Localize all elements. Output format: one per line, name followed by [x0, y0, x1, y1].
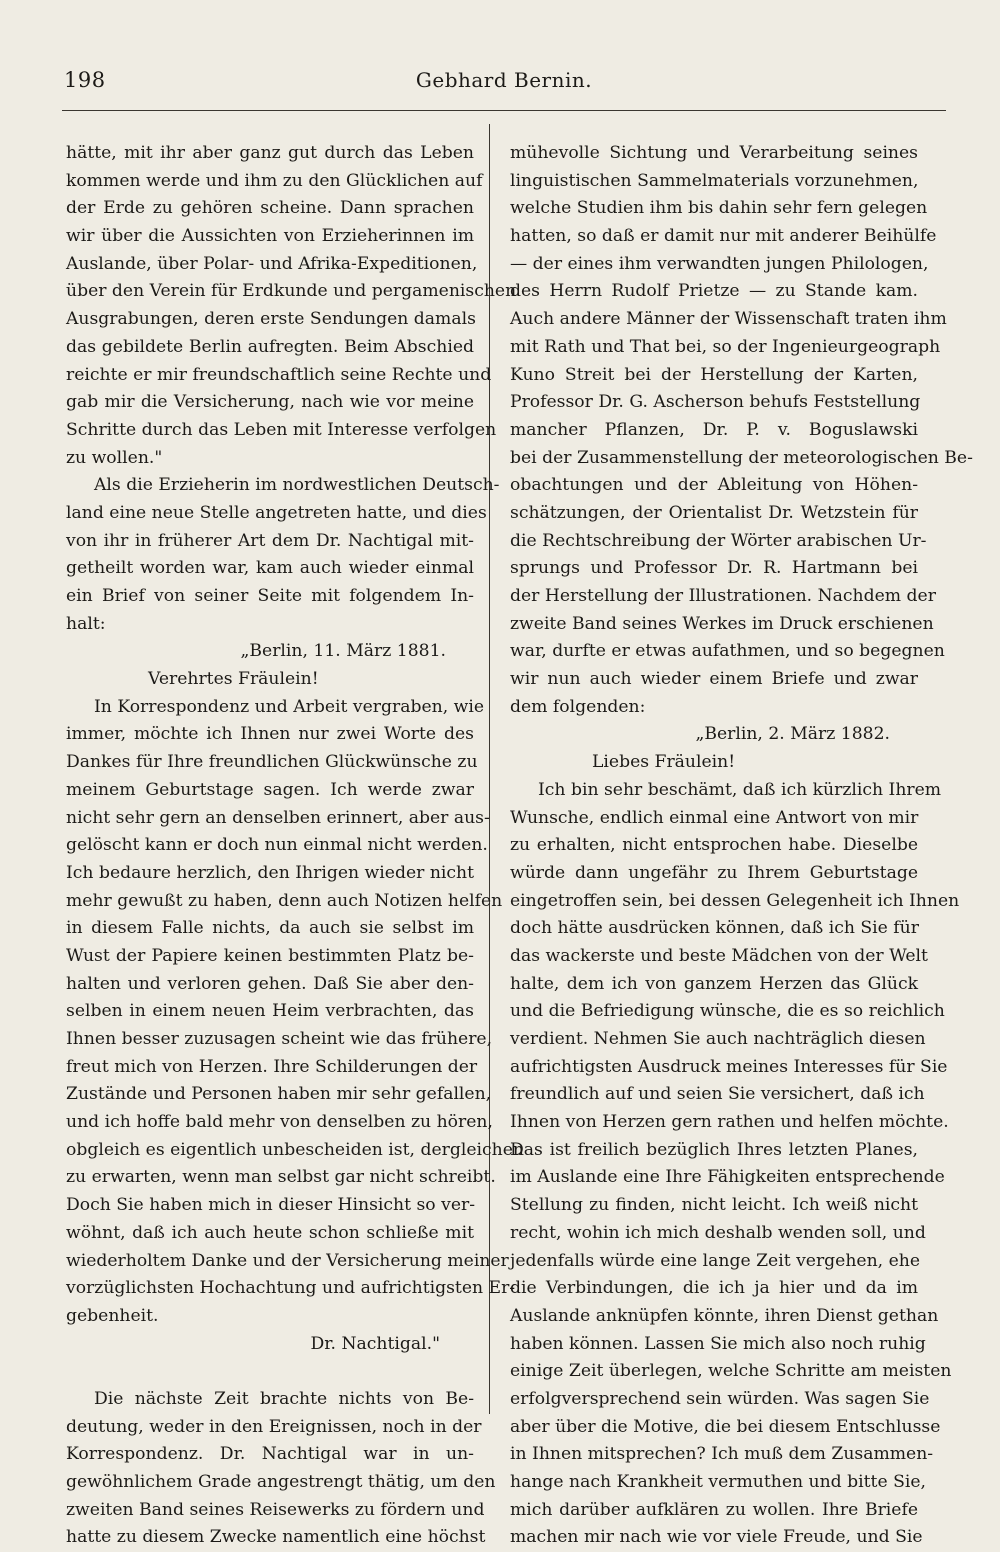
text-line: Ich bin sehr beschämt, daß ich kürzlich Ihrem [538, 779, 942, 800]
text-line: das wackerste und beste Mädchen von der Welt [510, 945, 928, 966]
letter-salutation: Verehrtes Fräulein! [148, 669, 319, 690]
text-line: wir nun auch wieder einem Briefe und zwar [510, 669, 918, 690]
text-line: mich darüber aufklären zu wollen. Ihre Briefe [510, 1499, 918, 1520]
text-line: gelöscht kann er doch nun einmal nicht werden. [66, 835, 488, 856]
text-line: haben können. Lassen Sie mich also noch ruhig [510, 1333, 926, 1354]
text-line: getheilt worden war, kam auch wieder einmal [66, 558, 474, 579]
text-line: des Herrn Rudolf Prietze — zu Stande kam. [510, 281, 918, 302]
text-line: zweite Band seines Werkes im Druck erschienen [510, 613, 934, 634]
text-line: Ihnen besser zuzusagen scheint wie das frühere, [66, 1029, 493, 1049]
text-line: mehr gewußt zu haben, denn auch Notizen helfen [66, 890, 503, 911]
text-line: In Korrespondenz und Arbeit vergraben, wie [94, 696, 485, 717]
text-line: machen mir nach wie vor viele Freude, und Sie [510, 1527, 923, 1548]
text-line: meinem Geburtstage sagen. Ich werde zwar [66, 779, 474, 800]
text-line: kommen werde und ihm zu den Glücklichen auf [66, 170, 483, 191]
text-line: Ihnen von Herzen gern rathen und helfen möchte. [510, 1112, 949, 1133]
text-line: reichte er mir freundschaftlich seine Rechte und [66, 364, 492, 385]
text-line: doch hätte ausdrücken können, daß ich Sie für [510, 918, 919, 939]
text-line: und die Befriedigung wünsche, die es so reichlich [510, 1001, 945, 1022]
text-line: halte, dem ich von ganzem Herzen das Glück [510, 973, 918, 994]
text-line: deutung, weder in den Ereignissen, noch in der [66, 1416, 482, 1437]
text-line: war, durfte er etwas aufathmen, und so begegnen [510, 641, 945, 662]
text-line: Professor Dr. G. Ascherson behufs Feststellung [510, 392, 921, 413]
text-line: obachtungen und der Ableitung von Höhen- [510, 475, 918, 496]
text-line: in diesem Falle nichts, da auch sie selbst im [66, 918, 474, 939]
text-line: der Herstellung der Illustrationen. Nachdem der [510, 586, 936, 606]
text-line: zweiten Band seines Reisewerks zu fördern und [66, 1499, 485, 1520]
text-line: gab mir die Versicherung, nach wie vor meine [66, 392, 474, 413]
text-line: Doch Sie haben mich in dieser Hinsicht so ver- [66, 1195, 476, 1216]
text-line: im Auslande eine Ihre Fähigkeiten entsprechende [510, 1167, 945, 1188]
text-line: bei der Zusammenstellung der meteorologischen Be- [510, 447, 973, 468]
letter-dateline: „Berlin, 2. März 1882. [695, 724, 890, 745]
text-line: mancher Pflanzen, Dr. P. v. Boguslawski [510, 419, 918, 440]
text-line: die Verbindungen, die ich ja hier und da im [510, 1278, 918, 1299]
page-header [64, 68, 944, 100]
page-number: 198 [64, 68, 106, 92]
text-line: ein Brief von seiner Seite mit folgendem In- [66, 586, 474, 606]
text-line: mühevolle Sichtung und Verarbeitung seines [510, 143, 918, 163]
text-line: Kuno Streit bei der Herstellung der Karten, [510, 364, 918, 385]
right-column [510, 140, 973, 1552]
text-line: wir über die Aussichten von Erzieherinnen im [66, 226, 474, 247]
text-line: — der eines ihm verwandten jungen Philologen, [510, 253, 929, 274]
text-line: Auch andere Männer der Wissenschaft traten ihm [510, 309, 947, 330]
text-line: zu wollen." [66, 447, 163, 468]
text-line: wiederholtem Danke und der Versicherung meiner [66, 1250, 509, 1271]
text-line: Auslande anknüpfen könnte, ihren Dienst gethan [510, 1305, 939, 1326]
letter-dateline: „Berlin, 11. März 1881. [240, 641, 446, 662]
text-line: freut mich von Herzen. Ihre Schilderungen der [66, 1056, 478, 1077]
text-line: gewöhnlichem Grade angestrengt thätig, um den [66, 1472, 496, 1492]
text-line: Als die Erzieherin im nordwestlichen Deutsch- [94, 475, 500, 496]
text-line: zu erwarten, wenn man selbst gar nicht schreibt. [66, 1167, 496, 1188]
text-line: eingetroffen sein, bei dessen Gelegenheit ich Ihnen [510, 890, 960, 911]
text-line: gebenheit. [66, 1305, 159, 1326]
text-line: linguistischen Sammelmaterials vorzunehmen, [510, 170, 919, 191]
text-line: Auslande, über Polar- und Afrika-Expeditionen, [66, 253, 478, 274]
text-line: Stellung zu finden, nicht leicht. Ich weiß nicht [510, 1195, 918, 1216]
text-line: mit Rath und That bei, so der Ingenieurgeograph [510, 336, 941, 357]
text-line: nicht sehr gern an denselben erinnert, aber aus- [66, 807, 490, 828]
text-line: zu erhalten, nicht entsprochen habe. Dieselbe [510, 835, 918, 856]
text-line: verdient. Nehmen Sie auch nachträglich diesen [510, 1029, 926, 1049]
text-line: obgleich es eigentlich unbescheiden ist, dergleichen [66, 1139, 524, 1160]
text-line: Dankes für Ihre freundlichen Glückwünsche zu [66, 752, 478, 773]
text-line: halt: [66, 613, 106, 634]
text-line: Ich bedaure herzlich, den Ihrigen wieder nicht [66, 862, 474, 883]
text-line: hatten, so daß er damit nur mit anderer Beihülfe [510, 226, 937, 247]
text-line: hange nach Krankheit vermuthen und bitte Sie, [510, 1472, 926, 1492]
text-line: wöhnt, daß ich auch heute schon schließe mit [66, 1222, 474, 1243]
text-line: erfolgversprechend sein würden. Was sagen Sie [510, 1388, 930, 1409]
running-head: Gebhard Bernin. [415, 68, 593, 92]
text-line: das gebildete Berlin aufregten. Beim Abschied [66, 336, 474, 357]
text-line: recht, wohin ich mich deshalb wenden soll, und [510, 1222, 926, 1243]
text-line: Wunsche, endlich einmal eine Antwort von mir [510, 807, 919, 828]
text-line: halten und verloren gehen. Daß Sie aber den- [66, 973, 474, 994]
text-line: dem folgenden: [510, 696, 646, 717]
text-line: Korrespondenz. Dr. Nachtigal war in un- [66, 1444, 474, 1465]
text-line: in Ihnen mitsprechen? Ich muß dem Zusammen- [510, 1444, 934, 1465]
text-line: immer, möchte ich Ihnen nur zwei Worte des [66, 724, 474, 745]
text-line: würde dann ungefähr zu Ihrem Geburtstage [510, 862, 918, 883]
text-line: Wust der Papiere keinen bestimmten Platz be- [66, 945, 474, 966]
header-rule [62, 110, 946, 111]
text-line: von ihr in früherer Art dem Dr. Nachtigal mit- [66, 530, 474, 551]
text-line: freundlich auf und seien Sie versichert, daß ich [510, 1084, 925, 1105]
text-line: einige Zeit überlegen, welche Schritte am meisten [510, 1361, 952, 1382]
column-divider [489, 124, 490, 1414]
text-line: jedenfalls würde eine lange Zeit vergehen, ehe [510, 1250, 920, 1271]
text-line: welche Studien ihm bis dahin sehr fern gelegen [510, 198, 928, 219]
text-line: Ausgrabungen, deren erste Sendungen damals [66, 309, 476, 330]
text-line: schätzungen, der Orientalist Dr. Wetzstein für [510, 502, 918, 523]
text-line: selben in einem neuen Heim verbrachten, das [66, 1001, 474, 1022]
text-line: vorzüglichsten Hochachtung und aufrichtigsten Er- [66, 1278, 516, 1299]
text-line: aber über die Motive, die bei diesem Entschlusse [510, 1416, 941, 1437]
letter-salutation: Liebes Fräulein! [592, 752, 736, 773]
text-line: die Rechtschreibung der Wörter arabischen Ur- [510, 530, 927, 551]
text-line: land eine neue Stelle angetreten hatte, und dies [66, 502, 487, 523]
text-line: hätte, mit ihr aber ganz gut durch das Leben [66, 143, 474, 163]
letter-signature: Dr. Nachtigal." [310, 1333, 440, 1354]
text-line: sprungs und Professor Dr. R. Hartmann bei [510, 558, 918, 579]
left-column [66, 140, 524, 1552]
text-line: Schritte durch das Leben mit Interesse verfolgen [66, 419, 497, 440]
text-line: aufrichtigsten Ausdruck meines Interesses für Sie [510, 1056, 948, 1077]
text-line: der Erde zu gehören scheine. Dann sprachen [66, 198, 474, 219]
text-line: hatte zu diesem Zwecke namentlich eine höchst [66, 1527, 486, 1548]
text-line: Zustände und Personen haben mir sehr gefallen, [66, 1084, 492, 1105]
text-line: über den Verein für Erdkunde und pergamenischen [66, 281, 517, 302]
text-line: Das ist freilich bezüglich Ihres letzten Planes, [510, 1139, 918, 1160]
text-line: Die nächste Zeit brachte nichts von Be- [94, 1388, 474, 1409]
paragraph-gap [66, 1358, 474, 1386]
text-line: und ich hoffe bald mehr von denselben zu hören, [66, 1112, 493, 1133]
